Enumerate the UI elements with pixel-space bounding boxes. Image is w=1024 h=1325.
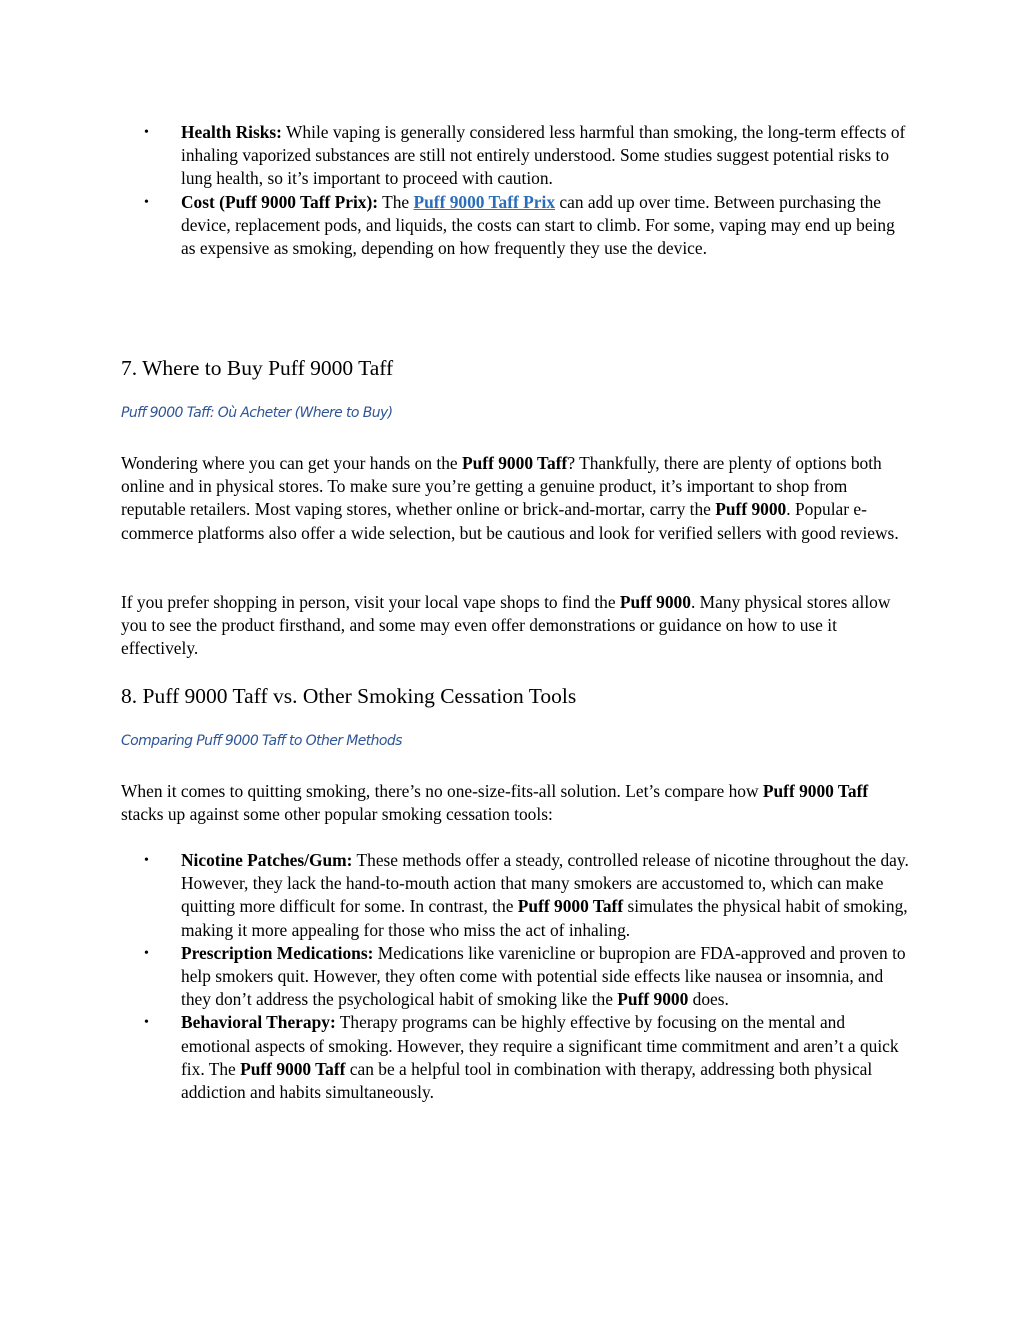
bullet-label: Nicotine Patches/Gum: (181, 850, 353, 870)
bullet-list-risks (121, 121, 911, 260)
bullet-icon: • (144, 945, 149, 961)
bullet-text: can add up over time. Between purchasing the device, replacement pods, and liquids, the costs can start to climb. For some, vaping may end up being as expensive as smoking, depending on how frequently they use the device. (181, 191, 895, 259)
list-item: • Behavioral Therapy: Therapy programs can be highly effective by focusing on the mental and emotional aspects of smoking. However, they require a significant time commitment and aren’t a quick fix. The Puff 9000 Taff can be a helpful tool in combination with therapy, addressing both physical addiction and habits simultaneously. (144, 1012, 899, 1103)
paragraph: When it comes to quitting smoking, there’s no one-size-fits-all solution. Let’s compare how Puff 9000 Taff stacks up against some other popular smoking cessation tools: (121, 781, 869, 825)
list-item: • Prescription Medications: Medications like varenicline or bupropion are FDA-approved and proven to help smokers quit. However, they often come with potential side effects like nausea or insomnia, and they don’t address the psychological habit of smoking like the Puff 9000 does. (144, 942, 906, 1010)
bullet-icon: • (144, 194, 149, 210)
bullet-text: While vaping is generally considered less harmful than smoking, the long-term effects of inhaling vaporized substances are still not entirely understood. Some studies suggest potential risks to lung health, so it’s important to proceed with caution. (181, 122, 906, 189)
list-item (121, 191, 911, 261)
bullet-icon: • (144, 853, 149, 868)
section-8-heading: 8. Puff 9000 Taff vs. Other Smoking Cessation Tools (121, 684, 577, 708)
bullet-label: Health Risks: (181, 122, 282, 142)
list-item: • Nicotine Patches/Gum: These methods offer a steady, controlled release of nicotine throughout the day. However, they lack the hand-to-mouth action that many smokers are accustomed to, which can make quitting more difficult for some. In contrast, the Puff 9000 Taff simulates the physical habit of smoking, making it more appealing for those who miss the act of inhaling. (144, 850, 909, 940)
bullet-label: Prescription Medications: (181, 942, 374, 963)
section-8-subheading: Comparing Puff 9000 Taff to Other Methods (121, 733, 402, 749)
bullet-list-comparison (121, 849, 911, 1104)
paragraph: Wondering where you can get your hands on the Puff 9000 Taff? Thankfully, there are plenty of options both online and in physical stores. To make sure you’re getting a genuine product, it’s important to shop from reputable retailers. Most vaping stores, whether online or brick-and-mortar, carry the Puff 9000. Popular e-commerce platforms also offer a wide selection, but be cautious and look for verified sellers with good reviews. (121, 453, 899, 543)
section-7-subheading: Puff 9000 Taff: Où Acheter (Where to Buy) (121, 405, 393, 421)
bullet-label: Cost (Puff 9000 Taff Prix): (181, 191, 379, 212)
puff-prix-link[interactable]: Puff 9000 Taff Prix (413, 191, 556, 212)
bullet-label: Behavioral Therapy: (181, 1012, 336, 1033)
bullet-icon: • (144, 1015, 149, 1031)
list-item (121, 121, 911, 191)
bullet-icon: • (144, 125, 149, 140)
bullet-text: The (378, 191, 414, 212)
paragraph: If you prefer shopping in person, visit your local vape shops to find the Puff 9000. Many physical stores allow you to see the product firsthand, and some may even offer demonstrations or guidance on how to use it effectively. (121, 592, 891, 659)
section-7-heading: 7. Where to Buy Puff 9000 Taff (121, 356, 394, 380)
